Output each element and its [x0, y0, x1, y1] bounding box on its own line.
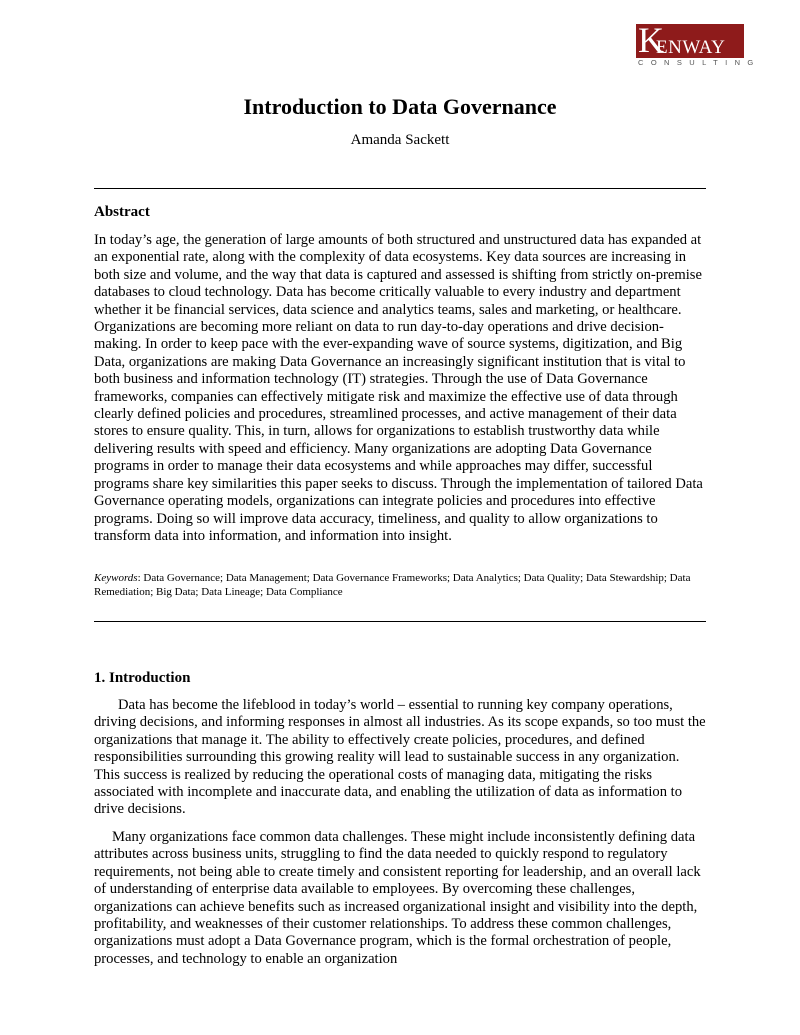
section-heading-introduction: 1. Introduction [94, 670, 191, 686]
abstract-divider [94, 621, 706, 622]
logo-letter-k: K [638, 20, 664, 60]
top-divider [94, 188, 706, 189]
keywords-label: Keywords [94, 572, 138, 584]
kenway-logo [636, 20, 761, 70]
intro-paragraph-2: Many organizations face common data challenges. These might include inconsistently defining data attributes across business units, struggling to find the data needed to quickly respond to regulatory requirements, not being able to create timely and consistent reporting for leadership, and an overall lack of understanding of enterprise data available to employees. By overcoming these challenges, organizations can achieve benefits such as increased organizational insight and visibility into the depth, profitability, and weaknesses of their customer relationships. To address these common challenges, organizations must adopt a Data Governance program, which is the formal orchestration of people, processes, and technology to enable an organization [94, 829, 701, 967]
logo-wordmark: ENWAY [656, 37, 726, 58]
paper-author: Amanda Sackett [350, 132, 450, 148]
logo-subtitle: CONSULTING [638, 58, 761, 67]
intro-paragraph-1: Data has become the lifeblood in today’s world – essential to running key company operations, driving decisions, and informing responses in almost all industries. As its scope expands, so too must the organizations that manage it. The ability to effectively create policies, procedures, and defined responsibilities surrounding this growing reality will lead to sustainable success in any organization. This success is realized by reducing the operational costs of managing data, mitigating the risks associated with incomplete and inaccurate data, and enabling the utilization of data as information to drive decisions. [94, 697, 706, 818]
abstract-text: In today’s age, the generation of large amounts of both structured and unstructured data has expanded at an exponential rate, along with the complexity of data ecosystems. Key data sources are increasing in both size and volume, and the way that data is captured and assessed is shifting from strictly on-premise databases to cloud technology. Data has become critically valuable to every industry and department whether it be financial services, data science and analytics teams, sales and marketing, or healthcare. Organizations are becoming more reliant on data to run day-to-day operations and drive decision-making. In order to keep pace with the ever-expanding wave of source systems, digitization, and Big Data, organizations are making Data Governance an increasingly significant institution that is vital to both business and information technology (IT) strategies. Through the use of Data Governance frameworks, companies can effectively mitigate risk and maximize the effective use of data through clearly defined policies and procedures, streamlined processes, and active management of their data stores to ensure quality. This, in turn, allows for organizations to establish trustworthy data while delivering results with speed and efficiency. Many organizations are adopting Data Governance programs in order to manage their data ecosystems and while approaches may differ, successful programs share key similarities this paper seeks to discuss. Through the implementation of tailored Data Governance operating models, organizations can integrate policies and procedures into effective programs. Doing so will improve data accuracy, timeliness, and quality to allow organizations to transform data into information, and information into insight. [94, 232, 703, 544]
paper-title: Introduction to Data Governance [243, 94, 557, 119]
abstract-heading: Abstract [94, 204, 150, 220]
keywords-list: : Data Governance; Data Management; Data Governance Frameworks; Data Analytics; Data Quality; Data Stewardship; Data Remediation; Big Data; Data Lineage; Data Compliance [94, 572, 691, 598]
keywords-line [94, 571, 706, 599]
